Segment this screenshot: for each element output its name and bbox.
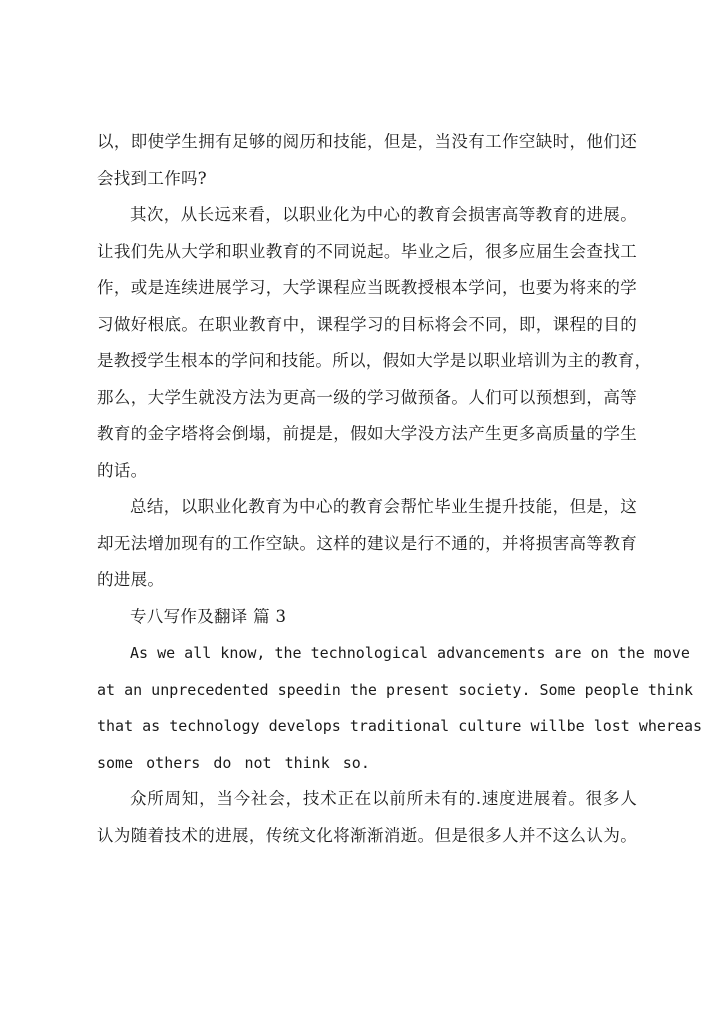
- paragraph-line: 以，即使学生拥有足够的阅历和技能，但是，当没有工作空缺时，他们还: [97, 132, 637, 151]
- paragraph-line: some others do not think so.: [97, 753, 370, 772]
- section-heading-text: 专八写作及翻译 篇 3: [130, 606, 287, 626]
- paragraph-conclusion: [97, 489, 637, 599]
- paragraph-line: 的话。: [97, 460, 148, 480]
- paragraph-line: 总结，以职业化教育为中心的教育会帮忙毕业生提升技能，但是，这: [130, 497, 637, 516]
- paragraph-second-point: [97, 197, 652, 489]
- paragraph-translation: [97, 781, 637, 854]
- paragraph-line: 会找到工作吗?: [97, 168, 207, 188]
- section-heading: [97, 599, 637, 636]
- paragraph-line: 认为随着技术的进展，传统文化将渐渐消逝。但是很多人并不这么认为。: [97, 825, 637, 845]
- paragraph-continued: [97, 124, 637, 197]
- paragraph-line: 是教授学生根本的学问和技能。所以，假如大学是以职业培训为主的教育，: [97, 351, 652, 370]
- paragraph-line: at an unprecedented speedin the present society. Some people think: [97, 680, 694, 699]
- paragraph-line: 让我们先从大学和职业教育的不同说起。毕业之后，很多应届生会查找工: [97, 241, 637, 261]
- document-body: [97, 124, 703, 854]
- paragraph-line: 习做好根底。在职业教育中，课程学习的目标将会不同，即，课程的目的: [97, 314, 637, 334]
- paragraph-line: 教育的金字塔将会倒塌，前提是，假如大学没方法产生更多高质量的学生: [97, 424, 637, 443]
- paragraph-line: As we all know, the technological advancements are on the move: [130, 644, 690, 662]
- paragraph-line: 作，或是连续进展学习，大学课程应当既教授根本学问，也要为将来的学: [97, 278, 637, 297]
- paragraph-line: 那么，大学生就没方法为更高一级的学习做预备。人们可以预想到，高等: [97, 387, 637, 407]
- paragraph-line: 却无法增加现有的工作空缺。这样的建议是行不通的，并将损害高等教育: [97, 533, 637, 553]
- paragraph-line: that as technology develops traditional culture willbe lost whereas: [97, 717, 703, 735]
- paragraph-line: 其次，从长远来看，以职业化为中心的教育会损害高等教育的进展。: [130, 205, 637, 224]
- paragraph-line: 众所周知，当今社会，技术正在以前所未有的.速度进展着。很多人: [130, 789, 637, 808]
- paragraph-english: [97, 635, 703, 781]
- paragraph-line: 的进展。: [97, 570, 165, 589]
